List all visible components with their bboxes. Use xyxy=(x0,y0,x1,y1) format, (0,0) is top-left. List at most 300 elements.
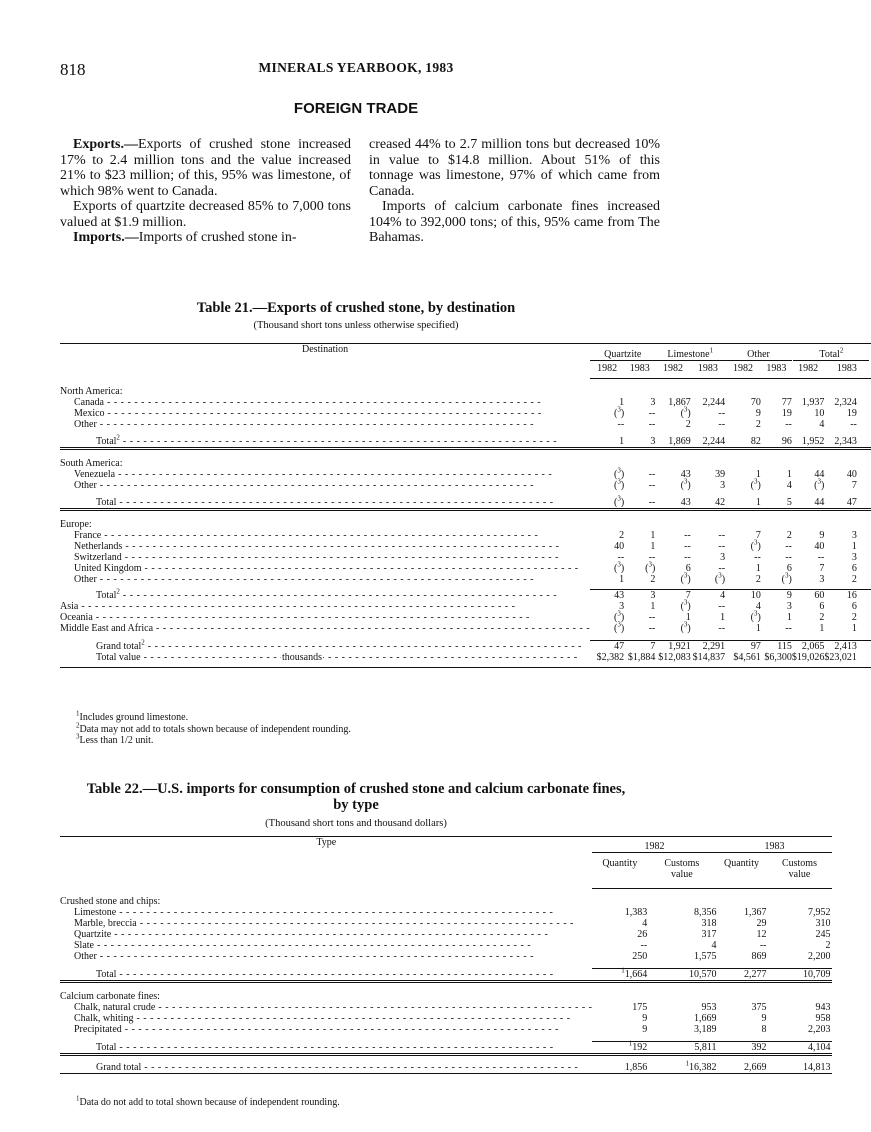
table-row xyxy=(60,530,871,541)
group-heading: Crushed stone and chips: xyxy=(60,896,161,907)
row-label: Grand total - - - xyxy=(60,1062,592,1074)
table-cell: 943 xyxy=(815,1002,831,1013)
table-cell: 1 xyxy=(650,601,656,612)
table-row xyxy=(60,497,871,510)
table-cell: -- xyxy=(785,552,792,563)
page-number: 818 xyxy=(60,60,86,79)
table-cell: $4,561 xyxy=(725,652,761,668)
table-cell: 2 xyxy=(755,574,761,585)
year-header: 1983 xyxy=(624,360,655,379)
table-cell: ($^3$) xyxy=(750,538,761,552)
table-row xyxy=(60,929,832,940)
row-label: Middle East and Africa - - - xyxy=(60,623,590,634)
table-cell: 245 xyxy=(815,929,831,940)
table-cell: 1 xyxy=(819,623,825,634)
unit-label: thousands xyxy=(282,652,322,663)
table-cell: ($^3$) xyxy=(750,609,761,623)
table-cell: 2 xyxy=(851,612,857,623)
table-cell: -- xyxy=(785,419,792,430)
table-cell: 16 xyxy=(824,590,871,602)
row-label: Venezuela - - - xyxy=(60,469,590,480)
table-row xyxy=(60,969,832,982)
footnote-mark: 1 xyxy=(76,709,80,718)
running-title: MINERALS YEARBOOK, 1983 xyxy=(258,60,454,75)
row-label: Total$^2$ - - - xyxy=(60,436,590,449)
table-cell: 1 xyxy=(755,469,761,480)
table-cell: 3 xyxy=(619,601,625,612)
year-header: 1982 xyxy=(590,360,624,379)
customs-value-header: Customs value xyxy=(781,858,817,880)
table-cell: -- xyxy=(785,541,792,552)
section-title: FOREIGN TRADE xyxy=(293,100,419,117)
table21-caption: Table 21.—Exports of crushed stone, by destination xyxy=(196,300,516,316)
table-row xyxy=(60,397,871,408)
table-cell: 9 xyxy=(761,1013,767,1024)
row-label: Switzerland - - - xyxy=(60,552,590,563)
table-cell: $^1$1,664 xyxy=(592,969,647,982)
table-cell: 70 xyxy=(750,397,761,408)
table-cell: 39 xyxy=(715,469,726,480)
table21-subtitle: (Thousand short tons unless otherwise specified) xyxy=(253,320,459,331)
table-cell: $14,837 xyxy=(691,652,725,668)
year-header: 1982 xyxy=(655,360,690,379)
table-cell: 1,575 xyxy=(693,951,717,962)
table-cell: 44 xyxy=(792,497,825,510)
footnote-text: Includes ground limestone. xyxy=(79,712,189,723)
table-cell: -- xyxy=(718,623,726,634)
table-cell: ($^3$) xyxy=(814,477,825,491)
footnote-text: Data may not add to totals shown because of independent rounding. xyxy=(79,723,351,735)
row-label: Precipitated - - - xyxy=(60,1024,592,1035)
table-cell: 3 xyxy=(851,530,857,541)
row-label: Canada - - - xyxy=(60,397,590,408)
table-cell: 1 xyxy=(755,623,761,634)
table21 xyxy=(60,343,871,668)
table21-group-quartzite: Quartzite xyxy=(604,349,642,360)
table-cell: 6 xyxy=(851,563,857,574)
year-header: 1983 xyxy=(764,841,785,852)
table-cell: -- xyxy=(640,940,648,951)
table-cell: 7,952 xyxy=(807,907,831,918)
table21-group-other: Other xyxy=(747,349,770,360)
table-row xyxy=(60,641,871,653)
footnote-mark: 2 xyxy=(76,721,80,730)
table-cell: 5 xyxy=(761,497,792,510)
table-cell: 40 xyxy=(814,541,825,552)
table-row xyxy=(60,601,871,612)
table-cell: 4 xyxy=(691,590,725,602)
table-cell: -- xyxy=(624,497,655,510)
row-label: Chalk, whiting - - - xyxy=(60,1013,592,1024)
table-cell: 7 xyxy=(819,563,825,574)
table-cell: 29 xyxy=(756,918,767,929)
table-row xyxy=(60,951,832,962)
table-cell: 6 xyxy=(819,601,825,612)
table-cell: 60 xyxy=(792,590,825,602)
table-cell: 317 xyxy=(701,929,717,940)
table21-group-limestone: Limestone xyxy=(667,349,710,360)
table-cell: -- xyxy=(684,530,691,541)
table-cell: 40 xyxy=(846,469,857,480)
table-cell: $^1$16,382 xyxy=(647,1062,716,1074)
table-cell: 19 xyxy=(846,408,857,419)
table-cell: -- xyxy=(617,552,625,563)
table-cell: 7 xyxy=(655,590,690,602)
table-cell: 43 xyxy=(680,469,691,480)
table-row xyxy=(60,563,871,574)
table-cell: -- xyxy=(718,563,726,574)
table-cell: ($^3$) xyxy=(680,620,691,634)
table-cell: 4 xyxy=(819,419,825,430)
table-cell: 26 xyxy=(637,929,648,940)
table-cell: 1,952 xyxy=(792,436,825,449)
body-text xyxy=(60,137,660,246)
table-cell: -- xyxy=(684,552,691,563)
table-cell: 2,200 xyxy=(807,951,831,962)
table-cell: 2,413 xyxy=(824,641,871,653)
footnote-text: Data do not add to total shown because of independent rounding. xyxy=(79,1097,340,1108)
table22-type-header: Type xyxy=(60,837,592,889)
table-cell: 97 xyxy=(725,641,761,653)
table-cell: -- xyxy=(718,541,726,552)
table-cell: -- xyxy=(617,419,625,430)
table-row xyxy=(60,918,832,929)
table-cell: 1 xyxy=(720,612,726,623)
table-cell: -- xyxy=(850,419,857,430)
table-cell: ($^3$) xyxy=(645,560,656,574)
table-cell: -- xyxy=(718,601,726,612)
table-cell: 3 xyxy=(624,436,655,449)
table21-footnotes xyxy=(76,709,351,747)
table-cell: ($^3$) xyxy=(613,609,625,623)
table-cell: ($^3$) xyxy=(680,405,691,419)
year-header: 1983 xyxy=(824,360,871,379)
table-cell: 1,856 xyxy=(592,1062,647,1074)
table-cell: $19,026 xyxy=(792,652,825,668)
footnote-mark: 2 xyxy=(839,346,844,355)
table-cell: -- xyxy=(648,469,656,480)
exports-heading: Exports.— xyxy=(73,137,138,152)
table-cell: 1 xyxy=(786,612,792,623)
table-cell: 1 xyxy=(650,530,656,541)
table-cell: 1,669 xyxy=(693,1013,717,1024)
customs-value-header: Customs value xyxy=(664,858,700,880)
table-cell: ($^3$) xyxy=(613,466,625,480)
table-cell: ($^3$) xyxy=(680,477,691,491)
table-cell: ($^3$) xyxy=(613,477,625,491)
table-cell: 2,203 xyxy=(807,1024,831,1035)
footnote-mark: 3 xyxy=(76,732,80,741)
table-cell: ($^3$) xyxy=(613,620,625,634)
table-cell: 8 xyxy=(761,1024,767,1035)
table-cell: 1,921 xyxy=(655,641,690,653)
table-cell: 4,104 xyxy=(766,1042,832,1055)
table-cell: 2 xyxy=(650,574,656,585)
table-cell: 3 xyxy=(786,601,792,612)
quartzite-paragraph: Exports of quartzite decreased 85% to 7,000 tons valued at $1.9 million. xyxy=(60,199,351,230)
table-row xyxy=(60,436,871,449)
imports-heading: Imports.— xyxy=(73,230,139,245)
table-cell: 2 xyxy=(819,612,825,623)
table-cell: -- xyxy=(648,552,656,563)
table-row xyxy=(60,1042,832,1055)
table-row xyxy=(60,612,871,623)
row-label: Netherlands - - - xyxy=(60,541,590,552)
table-cell: 7 xyxy=(851,480,857,491)
table22-footnote xyxy=(76,1094,340,1109)
table-cell: 2 xyxy=(825,940,831,951)
table-cell: 10 xyxy=(725,590,761,602)
row-label: Limestone - - - xyxy=(60,907,592,918)
row-label: Other - - - xyxy=(60,480,590,491)
row-label: Total value thousands - - - xyxy=(60,652,590,668)
table-cell: 2 xyxy=(755,419,761,430)
table-cell: 2 xyxy=(851,574,857,585)
table-row xyxy=(60,1002,832,1013)
row-label: Other - - - xyxy=(60,951,592,962)
table-cell: 82 xyxy=(725,436,761,449)
table-cell: 47 xyxy=(590,641,624,653)
table-cell: 953 xyxy=(701,1002,717,1013)
table-cell: 9 xyxy=(819,530,825,541)
table-cell: 5,811 xyxy=(647,1042,716,1055)
table-cell: 12 xyxy=(756,929,767,940)
row-label: Chalk, natural crude - - - xyxy=(60,1002,592,1013)
table-cell: 9 xyxy=(642,1024,648,1035)
table-row xyxy=(60,1024,832,1035)
row-label: Oceania - - - xyxy=(60,612,590,623)
row-label: Slate - - - xyxy=(60,940,592,951)
table-cell: -- xyxy=(718,530,726,541)
table-cell: 2,277 xyxy=(716,969,766,982)
table-cell: -- xyxy=(684,541,691,552)
table-cell: -- xyxy=(718,419,726,430)
table-cell: ($^3$) xyxy=(750,477,761,491)
table22-caption-line1: Table 22.—U.S. imports for consumption of crushed stone and calcium carbonate fines, xyxy=(86,781,626,797)
table-cell: $1,884 xyxy=(624,652,655,668)
table-cell: 3 xyxy=(720,480,726,491)
table-cell: 3 xyxy=(720,552,726,563)
table-cell: $6,300 xyxy=(761,652,792,668)
table-cell: 77 xyxy=(781,397,792,408)
table-cell: 47 xyxy=(824,497,871,510)
table-cell: 43 xyxy=(655,497,690,510)
table-cell: 250 xyxy=(632,951,648,962)
table-cell: 4 xyxy=(786,480,792,491)
table-cell: 392 xyxy=(716,1042,766,1055)
table-cell: 1 xyxy=(786,469,792,480)
table-cell: -- xyxy=(648,623,656,634)
table-cell: 2,291 xyxy=(691,641,725,653)
group-heading: Europe: xyxy=(60,519,92,530)
table22-subtitle: (Thousand short tons and thousand dollars) xyxy=(265,818,447,829)
table-cell: 1,383 xyxy=(624,907,648,918)
table-cell: 7 xyxy=(755,530,761,541)
table-cell: 375 xyxy=(751,1002,767,1013)
table-cell: ($^3$) xyxy=(590,497,624,510)
table-cell: 2 xyxy=(619,530,625,541)
footnote-mark: 1 xyxy=(709,346,714,355)
exports-paragraph: Exports of crushed stone increased 17% to 2.4 million tons and the value increased 21% to $23 million; of this, 95% was limestone, of which 98% went to Canada. xyxy=(60,137,351,199)
row-label: Total$^2$ - - - xyxy=(60,590,590,602)
table-cell: -- xyxy=(648,408,656,419)
table-row xyxy=(60,480,871,491)
table-row xyxy=(60,541,871,552)
imports-paragraph-cont: creased 44% to 2.7 million tons but decreased 10% in value to $14.8 million. About 51% of this tonnage was limestone, 97% of which came from Canada. xyxy=(369,137,660,199)
table-cell: 115 xyxy=(761,641,792,653)
table-cell: -- xyxy=(648,480,656,491)
table-cell: -- xyxy=(759,940,767,951)
table-cell: 958 xyxy=(815,1013,831,1024)
table-cell: -- xyxy=(648,419,656,430)
row-label: United Kingdom - - - xyxy=(60,563,590,574)
table-cell: 175 xyxy=(632,1002,648,1013)
imports-paragraph: Imports of crushed stone in- xyxy=(138,230,297,245)
table-cell: 1,937 xyxy=(801,397,825,408)
table-cell: 3 xyxy=(851,552,857,563)
table-cell: 40 xyxy=(614,541,625,552)
table-cell: ($^3$) xyxy=(714,571,726,585)
table-cell: 4 xyxy=(711,940,717,951)
table-cell: 1 xyxy=(725,497,761,510)
table-cell: 1,367 xyxy=(743,907,767,918)
table-cell: 2,244 xyxy=(691,436,725,449)
table-cell: 42 xyxy=(691,497,725,510)
table-cell: ($^3$) xyxy=(680,571,691,585)
table-row xyxy=(60,590,871,602)
table-cell: 3 xyxy=(819,574,825,585)
table-cell: 1 xyxy=(851,623,857,634)
table-cell: ($^3$) xyxy=(680,598,691,612)
group-heading: Calcium carbonate fines: xyxy=(60,991,160,1002)
table-cell: 43 xyxy=(590,590,624,602)
row-label: Other - - - xyxy=(60,419,590,430)
row-label: Total - - - xyxy=(60,1042,592,1055)
table-cell: 3,189 xyxy=(693,1024,717,1035)
table-row xyxy=(60,419,871,430)
table-cell: 1 xyxy=(650,541,656,552)
table-cell: 318 xyxy=(701,918,717,929)
table-cell: -- xyxy=(817,552,825,563)
row-label: Grand total$^2$ - - - xyxy=(60,641,590,653)
calcium-paragraph: Imports of calcium carbonate fines increased 104% to 392,000 tons; of this, 95% came from The Bahamas. xyxy=(369,199,660,245)
table22 xyxy=(60,836,832,1074)
table-cell: 1 xyxy=(619,397,625,408)
table-row xyxy=(60,1062,832,1074)
table-cell: ($^3$) xyxy=(613,405,625,419)
table-cell: 96 xyxy=(761,436,792,449)
table-cell: 7 xyxy=(624,641,655,653)
table-row xyxy=(60,940,832,951)
table-cell: 310 xyxy=(815,918,831,929)
table-cell: 1,867 xyxy=(668,397,691,408)
row-label: Asia - - - xyxy=(60,601,590,612)
table-row xyxy=(60,408,871,419)
table-row xyxy=(60,623,871,634)
table-cell: 10,570 xyxy=(647,969,716,982)
table-row xyxy=(60,552,871,563)
table-row xyxy=(60,469,871,480)
footnote-mark: 1 xyxy=(76,1094,80,1103)
table-row xyxy=(60,907,832,918)
table-cell: -- xyxy=(718,408,726,419)
table-cell: 2,065 xyxy=(792,641,825,653)
table-row xyxy=(60,652,871,668)
table-cell: $23,021 xyxy=(824,652,871,668)
row-label: France - - - xyxy=(60,530,590,541)
table-cell: 44 xyxy=(814,469,825,480)
year-header: 1983 xyxy=(691,360,725,379)
table-cell: 9 xyxy=(755,408,761,419)
table-cell: 9 xyxy=(761,590,792,602)
table-cell: 9 xyxy=(642,1013,648,1024)
table-cell: $^1$192 xyxy=(592,1042,647,1055)
table-cell: ($^3$) xyxy=(781,571,792,585)
table-cell: 19 xyxy=(781,408,792,419)
table-cell: $2,382 xyxy=(590,652,624,668)
row-label: Quartzite - - - xyxy=(60,929,592,940)
table-cell: 2,669 xyxy=(716,1062,766,1074)
table-cell: 4 xyxy=(755,601,761,612)
table-cell: 14,813 xyxy=(766,1062,832,1074)
table-cell: 3 xyxy=(624,590,655,602)
footnote-text: Less than 1/2 unit. xyxy=(79,735,154,746)
table-row xyxy=(60,574,871,585)
table-cell: 10,709 xyxy=(766,969,832,982)
table-cell: 1,869 xyxy=(655,436,690,449)
table-cell: 6 xyxy=(851,601,857,612)
table-cell: 3 xyxy=(650,397,656,408)
right-column xyxy=(369,137,660,246)
table-cell: -- xyxy=(754,552,761,563)
table-cell: 2 xyxy=(786,530,792,541)
quantity-header: Quantity xyxy=(716,852,766,889)
table-cell: 4 xyxy=(642,918,648,929)
left-column xyxy=(60,137,351,246)
table-cell: 10 xyxy=(814,408,825,419)
row-label: Total - - - xyxy=(60,497,590,510)
table-cell: 6 xyxy=(685,563,691,574)
row-label: Mexico - - - xyxy=(60,408,590,419)
table-cell: 1 xyxy=(619,574,625,585)
year-header: 1982 xyxy=(792,360,825,379)
group-heading: North America: xyxy=(60,386,123,397)
table-cell: 869 xyxy=(751,951,767,962)
table21-group-total: Total xyxy=(819,349,840,360)
row-label: Total - - - xyxy=(60,969,592,982)
table21-dest-header: Destination xyxy=(60,344,590,379)
table-cell: 1 xyxy=(685,612,691,623)
table-cell: 2,324 xyxy=(834,397,857,408)
table-cell: ($^3$) xyxy=(613,560,625,574)
group-heading: South America: xyxy=(60,458,123,469)
table22-caption-line2: by type xyxy=(333,797,379,813)
table-cell: 2,343 xyxy=(824,436,871,449)
table-cell: 8,356 xyxy=(693,907,717,918)
table-cell: 2 xyxy=(685,419,691,430)
year-header: 1983 xyxy=(761,360,792,379)
table-cell: -- xyxy=(785,623,792,634)
row-label: Marble, breccia - - - xyxy=(60,918,592,929)
table-cell: 1 xyxy=(851,541,857,552)
table-cell: 6 xyxy=(786,563,792,574)
row-label: Other - - - xyxy=(60,574,590,585)
quantity-header: Quantity xyxy=(592,852,647,889)
table-cell: 2,244 xyxy=(702,397,726,408)
table-cell: $12,083 xyxy=(655,652,690,668)
table-cell: -- xyxy=(648,612,656,623)
table-cell: 1 xyxy=(755,563,761,574)
